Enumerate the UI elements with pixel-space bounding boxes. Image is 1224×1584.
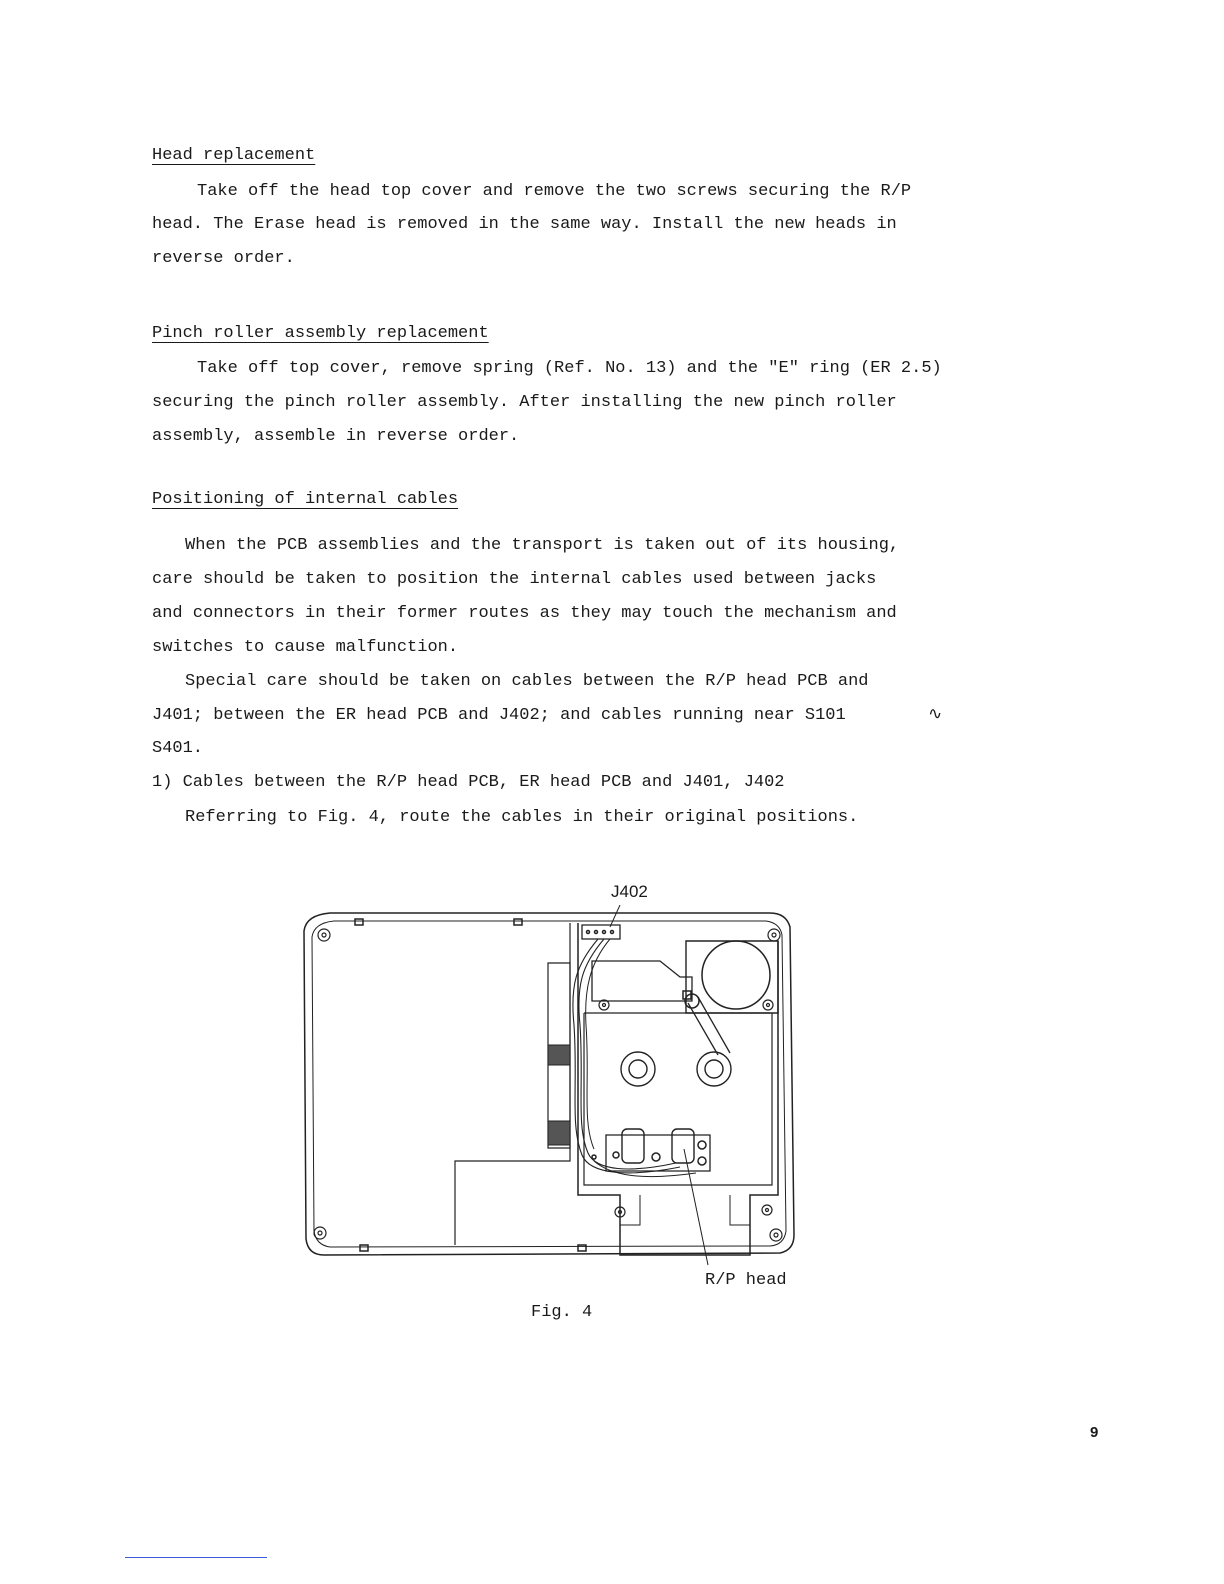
heading-positioning-cables: Positioning of internal cables <box>152 490 459 509</box>
takeup-spindle <box>697 1052 731 1086</box>
erase-head <box>622 1129 644 1163</box>
paragraph-line: head. The Erase head is removed in the same way. Install the new heads in <box>152 215 897 234</box>
mechanism-block <box>592 961 692 1001</box>
left-pcb-outline <box>455 923 570 1245</box>
pinch-roller-arm <box>688 997 730 1055</box>
paragraph-line: reverse order. <box>152 249 295 268</box>
paragraph-line: Take off the head top cover and remove the two screws securing the R/P <box>197 182 912 201</box>
range-symbol: ∿ <box>928 706 943 725</box>
heading-head-replacement: Head replacement <box>152 146 316 165</box>
paragraph-line: J401; between the ER head PCB and J402; and cables running near S101 <box>152 706 846 725</box>
heading-pinch-roller-replacement: Pinch roller assembly replacement <box>152 324 489 343</box>
paragraph-line: Take off top cover, remove spring (Ref. No. 13) and the "E" ring (ER 2.5) <box>197 359 942 378</box>
paragraph-line: assembly, assemble in reverse order. <box>152 427 520 446</box>
housing-outline <box>304 913 794 1255</box>
paragraph-line: securing the pinch roller assembly. After installing the new pinch roller <box>152 393 897 412</box>
supply-spindle <box>621 1052 655 1086</box>
rp-head <box>672 1129 694 1163</box>
transport-chassis <box>578 923 778 1255</box>
j402-connector <box>582 925 620 939</box>
list-item: 1) Cables between the R/P head PCB, ER head PCB and J401, J402 <box>152 773 785 792</box>
paragraph-line: care should be taken to position the internal cables used between jacks <box>152 570 877 589</box>
paragraph-line: and connectors in their former routes as they may touch the mechanism and <box>152 604 897 623</box>
paragraph-line: When the PCB assemblies and the transport is taken out of its housing, <box>185 536 900 555</box>
footnote-rule <box>125 1557 267 1558</box>
paragraph-line: Referring to Fig. 4, route the cables in their original positions. <box>185 808 859 827</box>
page-number: 9 <box>1090 1424 1099 1441</box>
paragraph-line: Special care should be taken on cables between the R/P head PCB and <box>185 672 869 691</box>
figure-label-j402: J402 <box>611 882 648 901</box>
j402-leader <box>610 905 620 927</box>
housing-inner-outline <box>312 921 786 1247</box>
flywheel <box>702 941 770 1009</box>
rp-head-leader <box>684 1149 708 1265</box>
cable-routing-diagram <box>300 905 800 1270</box>
paragraph-line: switches to cause malfunction. <box>152 638 459 657</box>
figure-caption: Fig. 4 <box>531 1303 593 1322</box>
paragraph-line: S401. <box>152 739 204 758</box>
figure-label-rp-head: R/P head <box>705 1271 787 1290</box>
